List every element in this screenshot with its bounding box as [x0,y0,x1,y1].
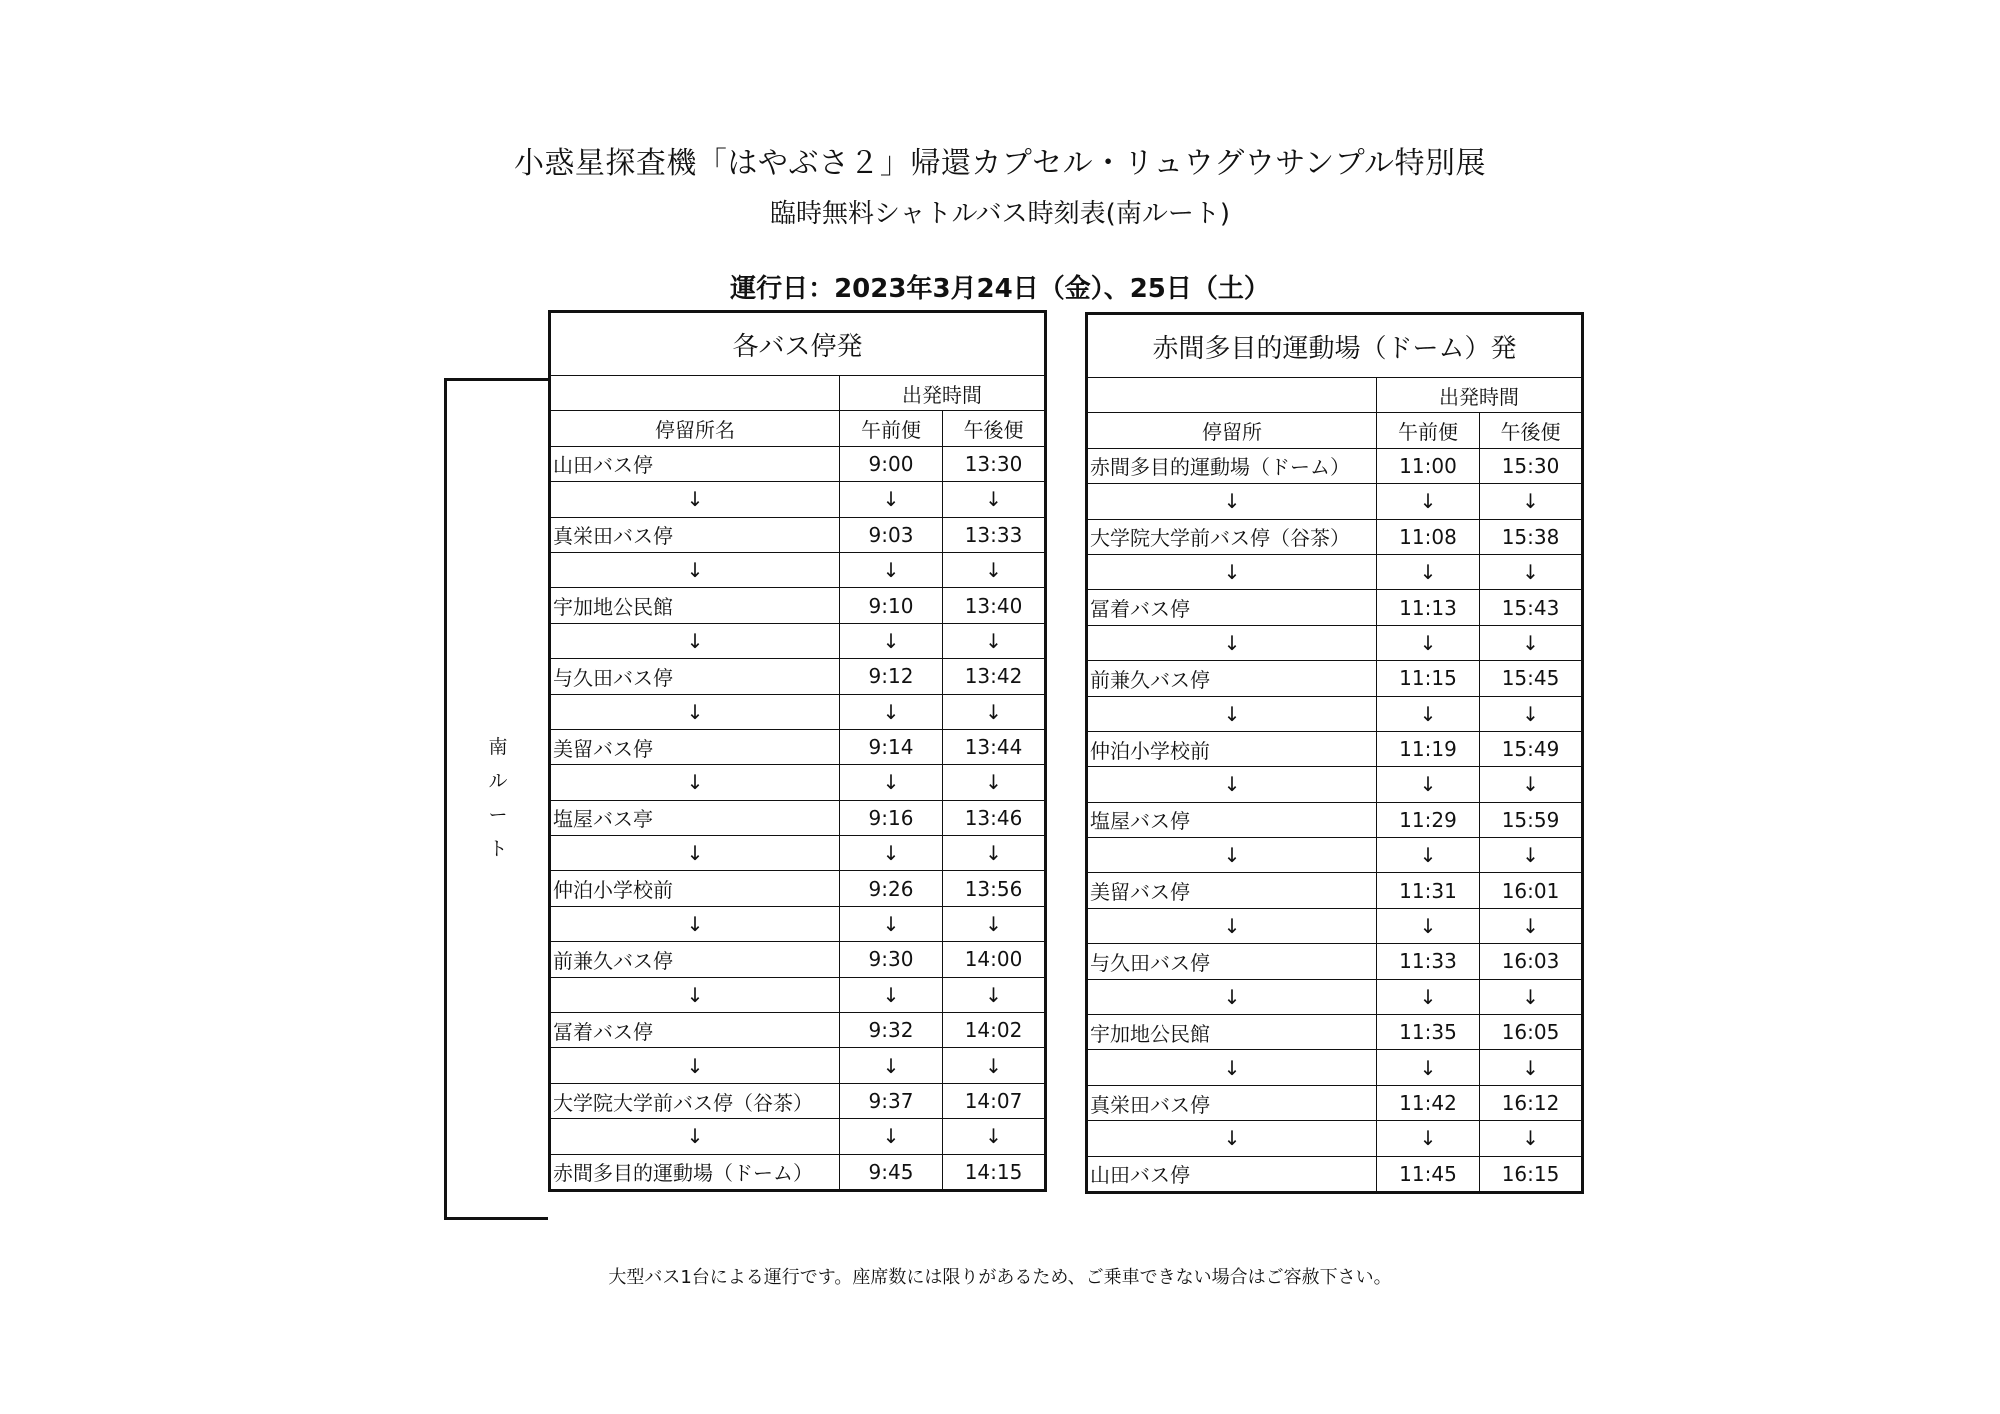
arrow-cell: ↓ [1377,908,1480,943]
arrow-cell: ↓ [840,552,943,587]
arrow-cell: ↓ [1087,554,1377,589]
stop-name-cell: 赤間多目的運動場（ドーム） [550,1154,840,1190]
arrow-cell: ↓ [550,694,840,729]
am-time-cell: 9:12 [840,659,943,694]
pm-time-cell: 14:15 [943,1154,1046,1190]
arrow-cell: ↓ [1480,979,1583,1014]
arrow-row [1087,484,1583,519]
arrow-cell: ↓ [1480,1121,1583,1156]
arrow-row [1087,767,1583,802]
arrow-row [550,836,1046,871]
table-row [1087,519,1583,554]
pm-time-cell: 13:40 [943,588,1046,623]
pm-time-cell: 15:30 [1480,448,1583,483]
am-time-cell: 9:00 [840,446,943,481]
stop-name-cell: 前兼久バス停 [1087,661,1377,696]
am-time-cell: 9:16 [840,800,943,835]
table-row [550,588,1046,623]
arrow-cell: ↓ [1480,1050,1583,1085]
arrow-cell: ↓ [943,906,1046,941]
arrow-cell: ↓ [1480,838,1583,873]
arrow-cell: ↓ [840,1119,943,1154]
arrow-row [1087,908,1583,943]
arrow-cell: ↓ [1377,838,1480,873]
arrow-cell: ↓ [1377,1050,1480,1085]
arrow-row [550,1048,1046,1083]
stop-name-cell: 冨着バス停 [550,1013,840,1048]
arrow-row [550,765,1046,800]
pm-time-cell: 14:00 [943,942,1046,977]
arrow-cell: ↓ [550,1048,840,1083]
arrow-row [550,906,1046,941]
stop-name-cell: 仲泊小学校前 [550,871,840,906]
arrow-cell: ↓ [1377,484,1480,519]
stop-name-cell: 前兼久バス停 [550,942,840,977]
arrow-cell: ↓ [550,552,840,587]
arrow-cell: ↓ [943,623,1046,658]
operation-date: 運行日：2023年3月24日（金）、25日（土） [730,274,1270,304]
table-row [1087,944,1583,979]
pm-time-cell: 16:15 [1480,1156,1583,1192]
table-row [550,517,1046,552]
table-row [1087,448,1583,483]
arrow-cell: ↓ [550,836,840,871]
table-header-row [550,411,1046,446]
am-time-cell: 9:10 [840,588,943,623]
stop-name-cell: 美留バス停 [550,729,840,764]
am-time-cell: 11:08 [1377,519,1480,554]
arrow-cell: ↓ [1087,625,1377,660]
right-timetable [1085,312,1584,1194]
arrow-cell: ↓ [550,1119,840,1154]
arrow-cell: ↓ [840,694,943,729]
column-header-am: 午前便 [1377,413,1480,448]
stop-name-cell: 宇加地公民館 [1087,1015,1377,1050]
table-header-row [550,376,1046,411]
arrow-cell: ↓ [1087,696,1377,731]
arrow-cell: ↓ [1480,554,1583,589]
arrow-row [1087,696,1583,731]
stop-name-cell: 真栄田バス停 [550,517,840,552]
pm-time-cell: 13:33 [943,517,1046,552]
arrow-cell: ↓ [943,1048,1046,1083]
arrow-cell: ↓ [840,482,943,517]
stop-name-cell: 大学院大学前バス停（谷茶） [1087,519,1377,554]
am-time-cell: 11:33 [1377,944,1480,979]
arrow-cell: ↓ [1087,1050,1377,1085]
am-time-cell: 9:14 [840,729,943,764]
table-row [1087,590,1583,625]
table-row [550,729,1046,764]
route-label-char: 南 [488,736,508,758]
route-label-char: ト [488,838,508,860]
arrow-cell: ↓ [840,906,943,941]
arrow-cell: ↓ [1480,767,1583,802]
arrow-row [1087,554,1583,589]
table-title-row [1087,314,1583,378]
am-time-cell: 11:13 [1377,590,1480,625]
table-row [1087,1015,1583,1050]
pm-time-cell: 13:46 [943,800,1046,835]
departure-time-header: 出発時間 [1377,378,1583,413]
pm-time-cell: 13:56 [943,871,1046,906]
stop-name-cell: 塩屋バス亭 [550,800,840,835]
column-header-am: 午前便 [840,411,943,446]
arrow-row [550,1119,1046,1154]
table-row [1087,1156,1583,1192]
arrow-cell: ↓ [943,1119,1046,1154]
arrow-cell: ↓ [550,482,840,517]
am-time-cell: 11:19 [1377,731,1480,766]
arrow-cell: ↓ [943,977,1046,1012]
arrow-row [550,552,1046,587]
arrow-cell: ↓ [1377,625,1480,660]
arrow-cell: ↓ [550,765,840,800]
arrow-row [550,694,1046,729]
stop-name-cell: 与久田バス停 [550,659,840,694]
arrow-row [550,977,1046,1012]
am-time-cell: 9:37 [840,1083,943,1118]
route-label-char: ル [488,770,508,792]
am-time-cell: 9:30 [840,942,943,977]
pm-time-cell: 16:01 [1480,873,1583,908]
arrow-cell: ↓ [1087,484,1377,519]
column-header-pm: 午後便 [943,411,1046,446]
table-title-row [550,312,1046,376]
am-time-cell: 9:03 [840,517,943,552]
arrow-cell: ↓ [1087,979,1377,1014]
table-row [550,942,1046,977]
table-row [550,1083,1046,1118]
am-time-cell: 9:32 [840,1013,943,1048]
arrow-cell: ↓ [1087,908,1377,943]
pm-time-cell: 16:05 [1480,1015,1583,1050]
arrow-row [550,482,1046,517]
table-title: 各バス停発 [550,312,1046,376]
arrow-cell: ↓ [1377,554,1480,589]
am-time-cell: 9:45 [840,1154,943,1190]
arrow-cell: ↓ [1377,979,1480,1014]
table-row [550,800,1046,835]
table-row [1087,873,1583,908]
arrow-cell: ↓ [1087,767,1377,802]
am-time-cell: 11:31 [1377,873,1480,908]
arrow-cell: ↓ [840,977,943,1012]
table-row [550,659,1046,694]
route-label-char: ー [488,804,508,826]
stop-name-cell: 仲泊小学校前 [1087,731,1377,766]
stop-name-cell: 真栄田バス停 [1087,1085,1377,1120]
pm-time-cell: 16:03 [1480,944,1583,979]
arrow-row [1087,979,1583,1014]
table-row [550,871,1046,906]
arrow-cell: ↓ [1087,1121,1377,1156]
pm-time-cell: 15:43 [1480,590,1583,625]
table-title: 赤間多目的運動場（ドーム）発 [1087,314,1583,378]
column-header-pm: 午後便 [1480,413,1583,448]
header-blank-cell [550,376,840,411]
am-time-cell: 11:15 [1377,661,1480,696]
page-subtitle: 臨時無料シャトルバス時刻表(南ルート) [770,199,1230,229]
arrow-cell: ↓ [1377,1121,1480,1156]
table-row [550,1013,1046,1048]
arrow-row [1087,1050,1583,1085]
column-header-stop: 停留所 [1087,413,1377,448]
stop-name-cell: 山田バス停 [1087,1156,1377,1192]
pm-time-cell: 13:30 [943,446,1046,481]
arrow-cell: ↓ [1377,767,1480,802]
arrow-cell: ↓ [550,623,840,658]
table-row [1087,1085,1583,1120]
left-timetable [548,310,1047,1192]
am-time-cell: 11:00 [1377,448,1480,483]
am-time-cell: 9:26 [840,871,943,906]
stop-name-cell: 与久田バス停 [1087,944,1377,979]
route-label [488,730,508,866]
arrow-cell: ↓ [943,694,1046,729]
arrow-cell: ↓ [1480,484,1583,519]
table-row [550,446,1046,481]
stop-name-cell: 冨着バス停 [1087,590,1377,625]
arrow-cell: ↓ [840,623,943,658]
arrow-row [1087,838,1583,873]
stop-name-cell: 大学院大学前バス停（谷茶） [550,1083,840,1118]
arrow-row [1087,1121,1583,1156]
page-title: 小惑星探査機「はやぶさ２」帰還カプセル・リュウグウサンプル特別展 [513,146,1487,181]
pm-time-cell: 13:44 [943,729,1046,764]
arrow-row [1087,625,1583,660]
arrow-cell: ↓ [550,906,840,941]
table-row [1087,802,1583,837]
arrow-cell: ↓ [943,836,1046,871]
am-time-cell: 11:45 [1377,1156,1480,1192]
pm-time-cell: 15:59 [1480,802,1583,837]
pm-time-cell: 16:12 [1480,1085,1583,1120]
arrow-cell: ↓ [840,1048,943,1083]
arrow-cell: ↓ [943,552,1046,587]
pm-time-cell: 15:45 [1480,661,1583,696]
stop-name-cell: 赤間多目的運動場（ドーム） [1087,448,1377,483]
arrow-row [550,623,1046,658]
pm-time-cell: 15:49 [1480,731,1583,766]
departure-time-header: 出発時間 [840,376,1046,411]
arrow-cell: ↓ [840,836,943,871]
arrow-cell: ↓ [943,482,1046,517]
header-blank-cell [1087,378,1377,413]
arrow-cell: ↓ [1480,696,1583,731]
pm-time-cell: 14:02 [943,1013,1046,1048]
am-time-cell: 11:42 [1377,1085,1480,1120]
arrow-cell: ↓ [1087,838,1377,873]
table-row [550,1154,1046,1190]
column-header-stop: 停留所名 [550,411,840,446]
stop-name-cell: 宇加地公民館 [550,588,840,623]
footer-note: 大型バス1台による運行です。座席数には限りがあるため、ご乗車できない場合はご容赦下さい。 [608,1267,1392,1288]
arrow-cell: ↓ [840,765,943,800]
arrow-cell: ↓ [1480,625,1583,660]
arrow-cell: ↓ [1377,696,1480,731]
stop-name-cell: 美留バス停 [1087,873,1377,908]
pm-time-cell: 15:38 [1480,519,1583,554]
table-row [1087,731,1583,766]
table-header-row [1087,378,1583,413]
arrow-cell: ↓ [1480,908,1583,943]
table-row [1087,661,1583,696]
pm-time-cell: 14:07 [943,1083,1046,1118]
arrow-cell: ↓ [550,977,840,1012]
pm-time-cell: 13:42 [943,659,1046,694]
stop-name-cell: 山田バス停 [550,446,840,481]
table-header-row [1087,413,1583,448]
arrow-cell: ↓ [943,765,1046,800]
am-time-cell: 11:29 [1377,802,1480,837]
stop-name-cell: 塩屋バス停 [1087,802,1377,837]
am-time-cell: 11:35 [1377,1015,1480,1050]
